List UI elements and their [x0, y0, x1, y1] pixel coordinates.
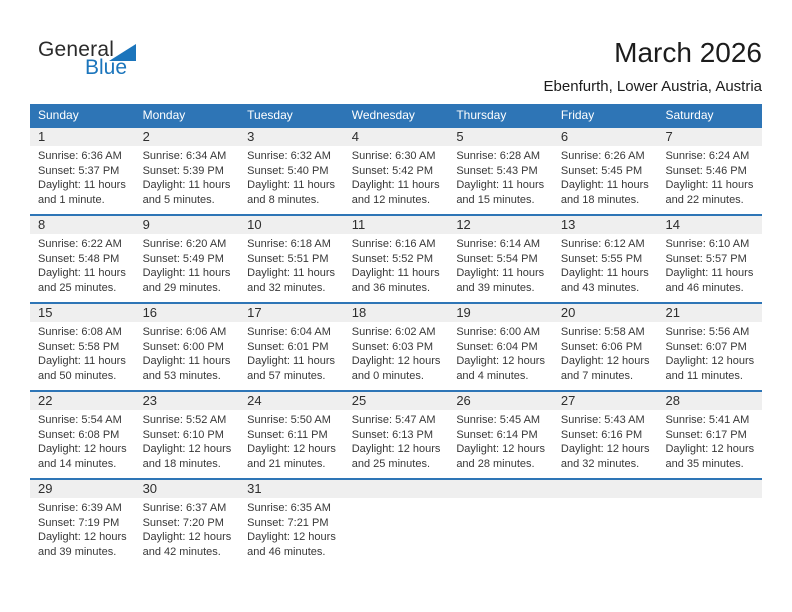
day-cell	[30, 322, 135, 390]
day-number: 2	[142, 129, 150, 144]
day-cell	[657, 322, 762, 390]
sunrise-text: Sunrise: 5:54 AM	[38, 414, 122, 426]
day-number: 22	[38, 393, 53, 408]
day-detail-strip	[30, 146, 762, 214]
month-title: March 2026	[614, 37, 762, 68]
sunrise-text: Sunrise: 6:24 AM	[665, 150, 750, 162]
day-number: 18	[351, 305, 367, 320]
day-number: 9	[142, 217, 150, 232]
daylight-text: Daylight: 12 hours and 18 minutes.	[142, 443, 232, 470]
sunset-text: Sunset: 5:45 PM	[560, 164, 643, 177]
day-cell	[135, 410, 240, 478]
sunrise-text: Sunrise: 5:47 AM	[351, 414, 436, 426]
sunrise-text: Sunrise: 5:50 AM	[247, 414, 331, 426]
day-number	[448, 480, 553, 498]
sunrise-text: Sunrise: 6:18 AM	[247, 238, 331, 250]
sunset-text: Sunset: 5:48 PM	[38, 252, 120, 265]
location-subtitle: Ebenfurth, Lower Austria, Austria	[543, 77, 762, 95]
weekday-header-wednesday: Wednesday	[351, 108, 415, 122]
calendar-table	[30, 104, 762, 566]
day-cell	[448, 234, 553, 302]
day-number: 30	[142, 481, 158, 496]
day-number: 13	[560, 217, 576, 232]
weekday-header-thursday: Thursday	[456, 108, 507, 122]
day-cell	[30, 498, 135, 566]
sunrise-text: Sunrise: 6:26 AM	[560, 150, 645, 162]
sunrise-text: Sunrise: 5:58 AM	[560, 326, 645, 338]
day-cell	[135, 498, 240, 566]
day-cell	[30, 146, 135, 214]
day-number: 8	[38, 217, 46, 232]
sunrise-text: Sunrise: 6:37 AM	[142, 502, 227, 514]
day-cell	[553, 234, 658, 302]
title-block	[544, 38, 762, 95]
sunrise-text: Sunrise: 6:34 AM	[142, 150, 227, 162]
daylight-text: Daylight: 11 hours and 50 minutes.	[38, 355, 126, 382]
day-cell	[553, 410, 658, 478]
day-cell	[448, 410, 553, 478]
weekday-header-sunday: Sunday	[38, 108, 79, 122]
sunrise-text: Sunrise: 6:39 AM	[38, 502, 122, 514]
sunset-text: Sunset: 6:06 PM	[560, 340, 643, 353]
sunrise-text: Sunrise: 6:04 AM	[247, 326, 331, 338]
day-cell	[239, 322, 344, 390]
daylight-text: Daylight: 12 hours and 25 minutes.	[351, 443, 441, 470]
sunrise-text: Sunrise: 6:36 AM	[38, 150, 122, 162]
daylight-text: Daylight: 12 hours and 32 minutes.	[560, 443, 650, 470]
sunset-text: Sunset: 7:19 PM	[38, 516, 120, 529]
day-cell	[657, 146, 762, 214]
sunrise-text: Sunrise: 6:22 AM	[38, 238, 122, 250]
day-number-strip	[30, 216, 762, 234]
sunset-text: Sunset: 5:39 PM	[142, 164, 224, 177]
day-number: 6	[560, 129, 569, 144]
daylight-text: Daylight: 12 hours and 7 minutes.	[560, 355, 650, 382]
sunrise-text: Sunrise: 6:35 AM	[247, 502, 331, 514]
sunrise-text: Sunrise: 6:06 AM	[142, 326, 227, 338]
sunrise-text: Sunrise: 6:14 AM	[456, 238, 541, 250]
sunset-text: Sunset: 6:14 PM	[456, 428, 538, 441]
day-number: 15	[38, 305, 53, 320]
daylight-text: Daylight: 12 hours and 0 minutes.	[351, 355, 441, 382]
day-detail-strip	[30, 498, 762, 566]
day-number	[344, 480, 449, 498]
daylight-text: Daylight: 12 hours and 28 minutes.	[456, 443, 545, 470]
week-row	[30, 302, 762, 390]
daylight-text: Daylight: 12 hours and 14 minutes.	[38, 443, 127, 470]
sunset-text: Sunset: 6:08 PM	[38, 428, 120, 441]
daylight-text: Daylight: 11 hours and 53 minutes.	[142, 355, 231, 382]
weekday-header-tuesday: Tuesday	[247, 108, 293, 122]
day-cell	[344, 410, 449, 478]
day-cell	[239, 146, 344, 214]
daylight-text: Daylight: 12 hours and 42 minutes.	[142, 531, 232, 558]
daylight-text: Daylight: 11 hours and 39 minutes.	[456, 267, 545, 294]
day-cell	[344, 498, 449, 566]
day-cell	[553, 146, 658, 214]
daylight-text: Daylight: 11 hours and 18 minutes.	[560, 179, 649, 206]
weekday-header-friday: Friday	[560, 108, 595, 122]
sunrise-text: Sunrise: 5:45 AM	[456, 414, 541, 426]
day-number	[553, 480, 658, 498]
sunset-text: Sunset: 6:17 PM	[665, 428, 747, 441]
sunrise-text: Sunrise: 5:43 AM	[560, 414, 645, 426]
daylight-text: Daylight: 11 hours and 43 minutes.	[560, 267, 649, 294]
day-cell	[239, 498, 344, 566]
day-cell	[135, 234, 240, 302]
day-number: 28	[665, 393, 680, 408]
sunrise-text: Sunrise: 6:30 AM	[351, 150, 436, 162]
day-cell	[448, 146, 553, 214]
sunrise-text: Sunrise: 6:28 AM	[456, 150, 541, 162]
daylight-text: Daylight: 11 hours and 22 minutes.	[665, 179, 754, 206]
sunset-text: Sunset: 6:10 PM	[142, 428, 224, 441]
sunset-text: Sunset: 5:55 PM	[560, 252, 643, 265]
day-cell	[344, 234, 449, 302]
sunset-text: Sunset: 5:37 PM	[38, 164, 120, 177]
sunset-text: Sunset: 6:11 PM	[247, 428, 328, 441]
sunset-text: Sunset: 6:04 PM	[456, 340, 538, 353]
sunrise-text: Sunrise: 6:32 AM	[247, 150, 331, 162]
sunset-text: Sunset: 6:00 PM	[142, 340, 224, 353]
day-number: 23	[142, 393, 158, 408]
sunset-text: Sunset: 6:13 PM	[351, 428, 434, 441]
day-cell	[30, 234, 135, 302]
day-number: 25	[351, 393, 367, 408]
sunset-text: Sunset: 7:20 PM	[142, 516, 224, 529]
sunset-text: Sunset: 5:46 PM	[665, 164, 747, 177]
daylight-text: Daylight: 12 hours and 11 minutes.	[665, 355, 755, 382]
day-number: 19	[456, 305, 471, 320]
day-detail-strip	[30, 234, 762, 302]
daylight-text: Daylight: 11 hours and 1 minute.	[38, 179, 126, 206]
day-number: 26	[456, 393, 471, 408]
week-row	[30, 126, 762, 214]
daylight-text: Daylight: 12 hours and 35 minutes.	[665, 443, 755, 470]
daylight-text: Daylight: 12 hours and 21 minutes.	[247, 443, 336, 470]
day-number: 17	[247, 305, 262, 320]
weekday-header-saturday: Saturday	[665, 108, 714, 122]
week-row	[30, 478, 762, 566]
day-number-strip	[30, 304, 762, 322]
day-number: 11	[351, 217, 366, 232]
day-number: 3	[247, 129, 255, 144]
day-number: 21	[665, 305, 680, 320]
daylight-text: Daylight: 11 hours and 5 minutes.	[142, 179, 231, 206]
sunset-text: Sunset: 5:51 PM	[247, 252, 329, 265]
sunset-text: Sunset: 5:43 PM	[456, 164, 538, 177]
day-cell	[30, 410, 135, 478]
day-number: 1	[38, 129, 46, 144]
day-cell	[135, 146, 240, 214]
sunset-text: Sunset: 6:07 PM	[665, 340, 747, 353]
daylight-text: Daylight: 11 hours and 15 minutes.	[456, 179, 545, 206]
day-number: 10	[247, 217, 262, 232]
sunset-text: Sunset: 5:58 PM	[38, 340, 120, 353]
daylight-text: Daylight: 11 hours and 25 minutes.	[38, 267, 126, 294]
day-cell	[657, 410, 762, 478]
daylight-text: Daylight: 11 hours and 29 minutes.	[142, 267, 231, 294]
daylight-text: Daylight: 11 hours and 12 minutes.	[351, 179, 440, 206]
weekday-header-row	[30, 104, 762, 126]
day-cell	[239, 234, 344, 302]
sunrise-text: Sunrise: 6:12 AM	[560, 238, 645, 250]
daylight-text: Daylight: 12 hours and 46 minutes.	[247, 531, 336, 558]
daylight-text: Daylight: 12 hours and 4 minutes.	[456, 355, 545, 382]
day-cell	[135, 322, 240, 390]
sunset-text: Sunset: 6:03 PM	[351, 340, 434, 353]
day-number: 24	[247, 393, 262, 408]
sunrise-text: Sunrise: 6:16 AM	[351, 238, 436, 250]
day-number: 31	[247, 481, 262, 496]
day-number: 20	[560, 305, 576, 320]
sunrise-text: Sunrise: 6:08 AM	[38, 326, 122, 338]
day-number: 29	[38, 481, 53, 496]
day-number-strip	[30, 392, 762, 410]
day-number: 5	[456, 129, 464, 144]
day-cell	[553, 322, 658, 390]
sunset-text: Sunset: 5:54 PM	[456, 252, 538, 265]
day-number: 7	[665, 129, 673, 144]
sunset-text: Sunset: 5:52 PM	[351, 252, 434, 265]
weekday-header-monday: Monday	[142, 108, 186, 122]
week-row	[30, 390, 762, 478]
daylight-text: Daylight: 11 hours and 57 minutes.	[247, 355, 336, 382]
day-cell	[553, 498, 658, 566]
day-number: 27	[560, 393, 576, 408]
day-cell	[657, 498, 762, 566]
day-number-strip	[30, 480, 762, 498]
logo-text-general: General	[38, 38, 115, 61]
daylight-text: Daylight: 11 hours and 32 minutes.	[247, 267, 336, 294]
sunrise-text: Sunrise: 5:56 AM	[665, 326, 750, 338]
sunrise-text: Sunrise: 6:02 AM	[351, 326, 436, 338]
sunset-text: Sunset: 7:21 PM	[247, 516, 329, 529]
day-number: 16	[142, 305, 158, 320]
day-cell	[344, 322, 449, 390]
week-row	[30, 214, 762, 302]
sunrise-text: Sunrise: 6:10 AM	[665, 238, 750, 250]
day-cell	[448, 498, 553, 566]
sunrise-text: Sunrise: 5:41 AM	[665, 414, 750, 426]
general-blue-logo	[38, 38, 136, 80]
sunrise-text: Sunrise: 6:20 AM	[142, 238, 227, 250]
day-cell	[344, 146, 449, 214]
logo-text-blue: Blue	[85, 56, 128, 79]
sunrise-text: Sunrise: 5:52 AM	[142, 414, 227, 426]
daylight-text: Daylight: 12 hours and 39 minutes.	[38, 531, 127, 558]
sunset-text: Sunset: 5:49 PM	[142, 252, 224, 265]
daylight-text: Daylight: 11 hours and 46 minutes.	[665, 267, 754, 294]
sunset-text: Sunset: 5:57 PM	[665, 252, 747, 265]
day-cell	[239, 410, 344, 478]
sunset-text: Sunset: 6:01 PM	[247, 340, 329, 353]
sunset-text: Sunset: 5:40 PM	[247, 164, 329, 177]
day-detail-strip	[30, 410, 762, 478]
day-number: 14	[665, 217, 680, 232]
sunset-text: Sunset: 5:42 PM	[351, 164, 434, 177]
day-cell	[448, 322, 553, 390]
daylight-text: Daylight: 11 hours and 8 minutes.	[247, 179, 336, 206]
day-number: 4	[351, 129, 359, 144]
day-number-strip	[30, 128, 762, 146]
sunrise-text: Sunrise: 6:00 AM	[456, 326, 541, 338]
day-number	[657, 480, 762, 498]
day-detail-strip	[30, 322, 762, 390]
daylight-text: Daylight: 11 hours and 36 minutes.	[351, 267, 440, 294]
sunset-text: Sunset: 6:16 PM	[560, 428, 643, 441]
calendar-weeks	[30, 126, 762, 566]
day-cell	[657, 234, 762, 302]
day-number: 12	[456, 217, 471, 232]
